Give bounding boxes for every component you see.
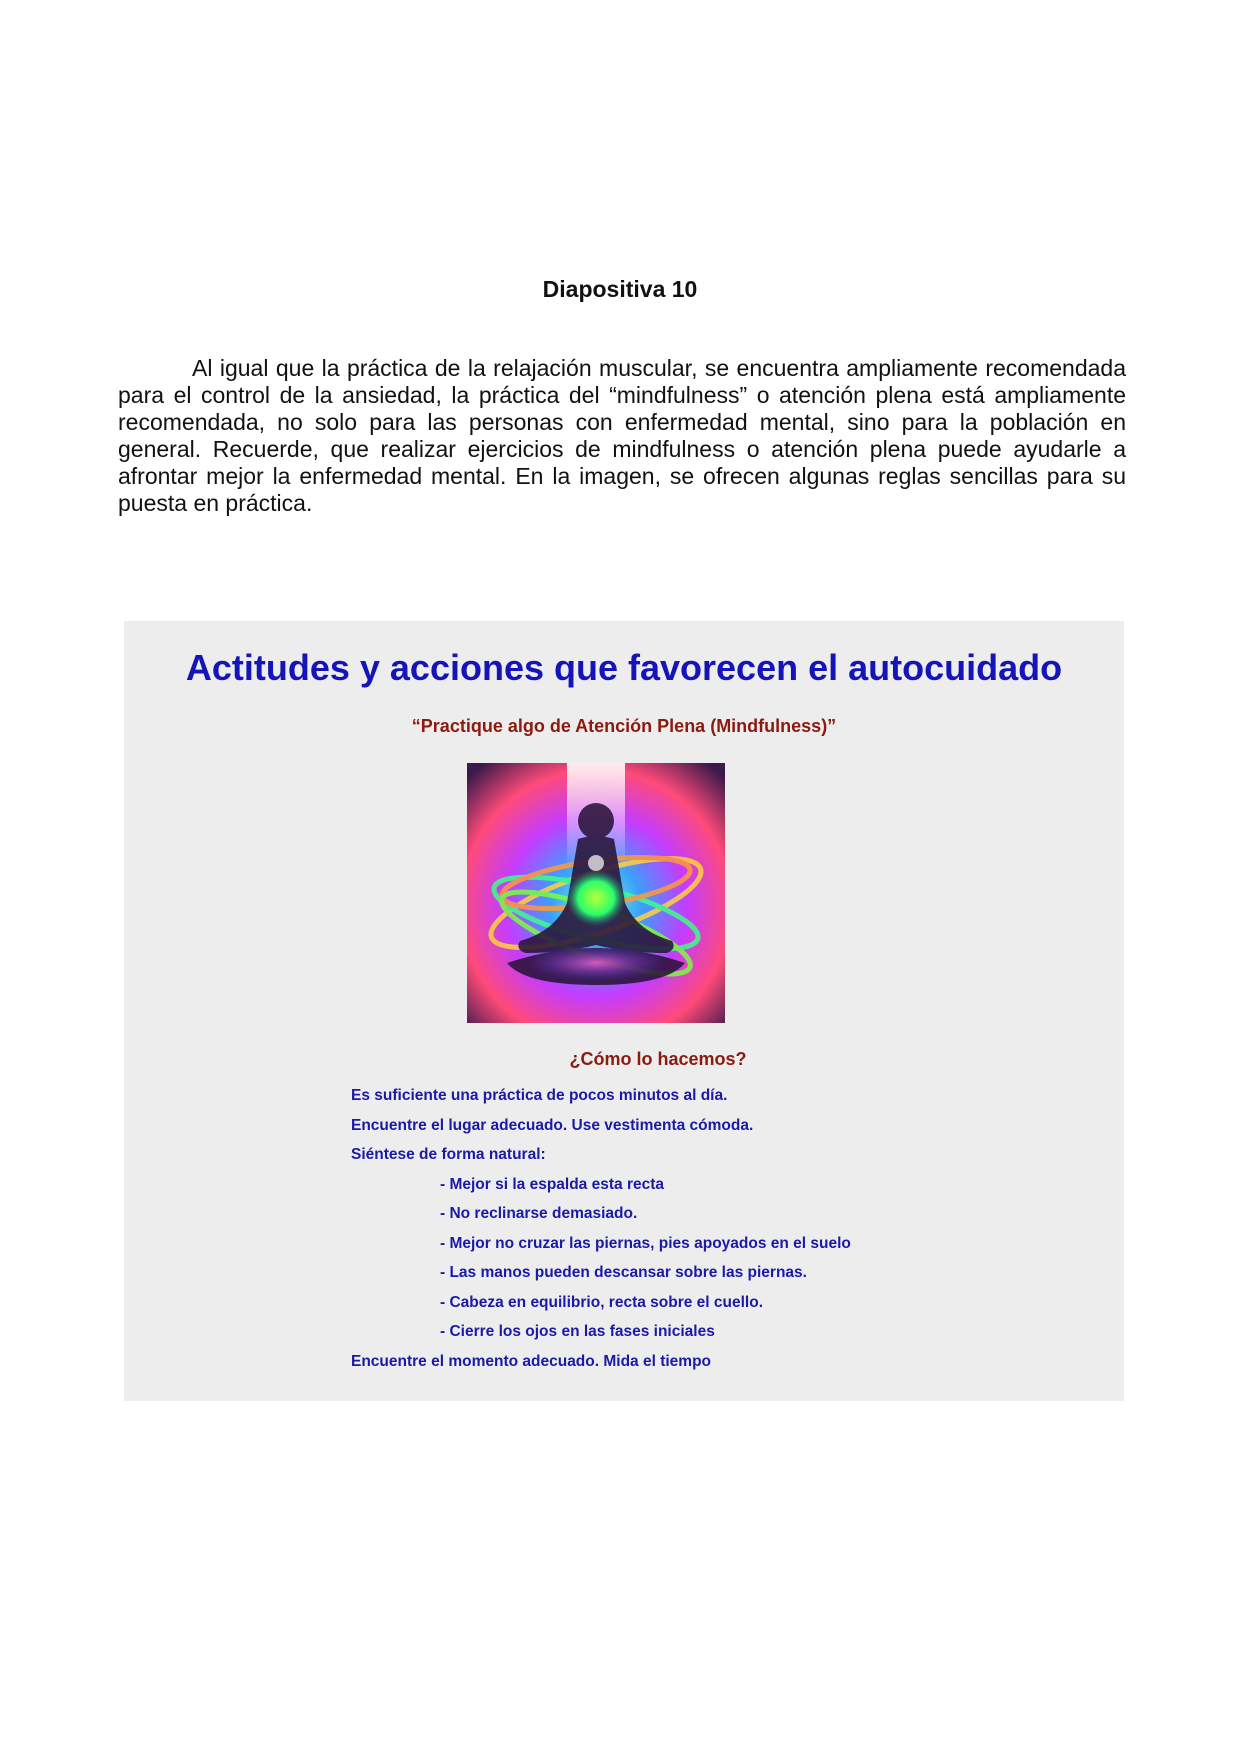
intro-paragraph: Al igual que la práctica de la relajación muscular, se encuentra ampliamente recomendada para el control de la ansiedad, la práctica del “mindfulness” o atención plena está ampliamente recomendada, no solo para las personas con enfermedad mental, sino para la población en general. Recuerde, que realizar ejercicios de mindfulness o atención plena puede ayudarle a afrontar mejor la enfermedad mental. En la imagen, se ofrecen algunas reglas sencillas para su puesta en práctica.	[118, 355, 1126, 516]
page-heading: Diapositiva 10	[542, 276, 698, 302]
slide-subtitle: “Practique algo de Atención Plena (Mindfulness)”	[411, 716, 837, 736]
meditation-figure-icon	[467, 763, 725, 1023]
list-item: - No reclinarse demasiado.	[440, 1205, 638, 1222]
list-item: Encuentre el lugar adecuado. Use vestimenta cómoda.	[351, 1116, 754, 1134]
list-item: Es suficiente una práctica de pocos minutos al día.	[351, 1087, 728, 1104]
list-item: Siéntese de forma natural:	[351, 1146, 546, 1163]
list-item: - Cierre los ojos en las fases iniciales	[440, 1323, 715, 1340]
list-item: - Mejor no cruzar las piernas, pies apoyados en el suelo	[440, 1234, 851, 1252]
steps-list	[351, 1086, 1091, 1381]
list-item: - Las manos pueden descansar sobre las piernas.	[440, 1264, 807, 1281]
slide-panel	[124, 621, 1124, 1401]
how-heading: ¿Cómo lo hacemos?	[569, 1049, 747, 1069]
list-item: - Mejor si la espalda esta recta	[440, 1175, 664, 1193]
list-item: Encuentre el momento adecuado. Mida el tiempo	[351, 1352, 712, 1370]
list-item: - Cabeza en equilibrio, recta sobre el cuello.	[440, 1293, 764, 1311]
meditation-image	[467, 763, 725, 1023]
slide-title: Actitudes y acciones que favorecen el autocuidado	[185, 647, 1063, 688]
